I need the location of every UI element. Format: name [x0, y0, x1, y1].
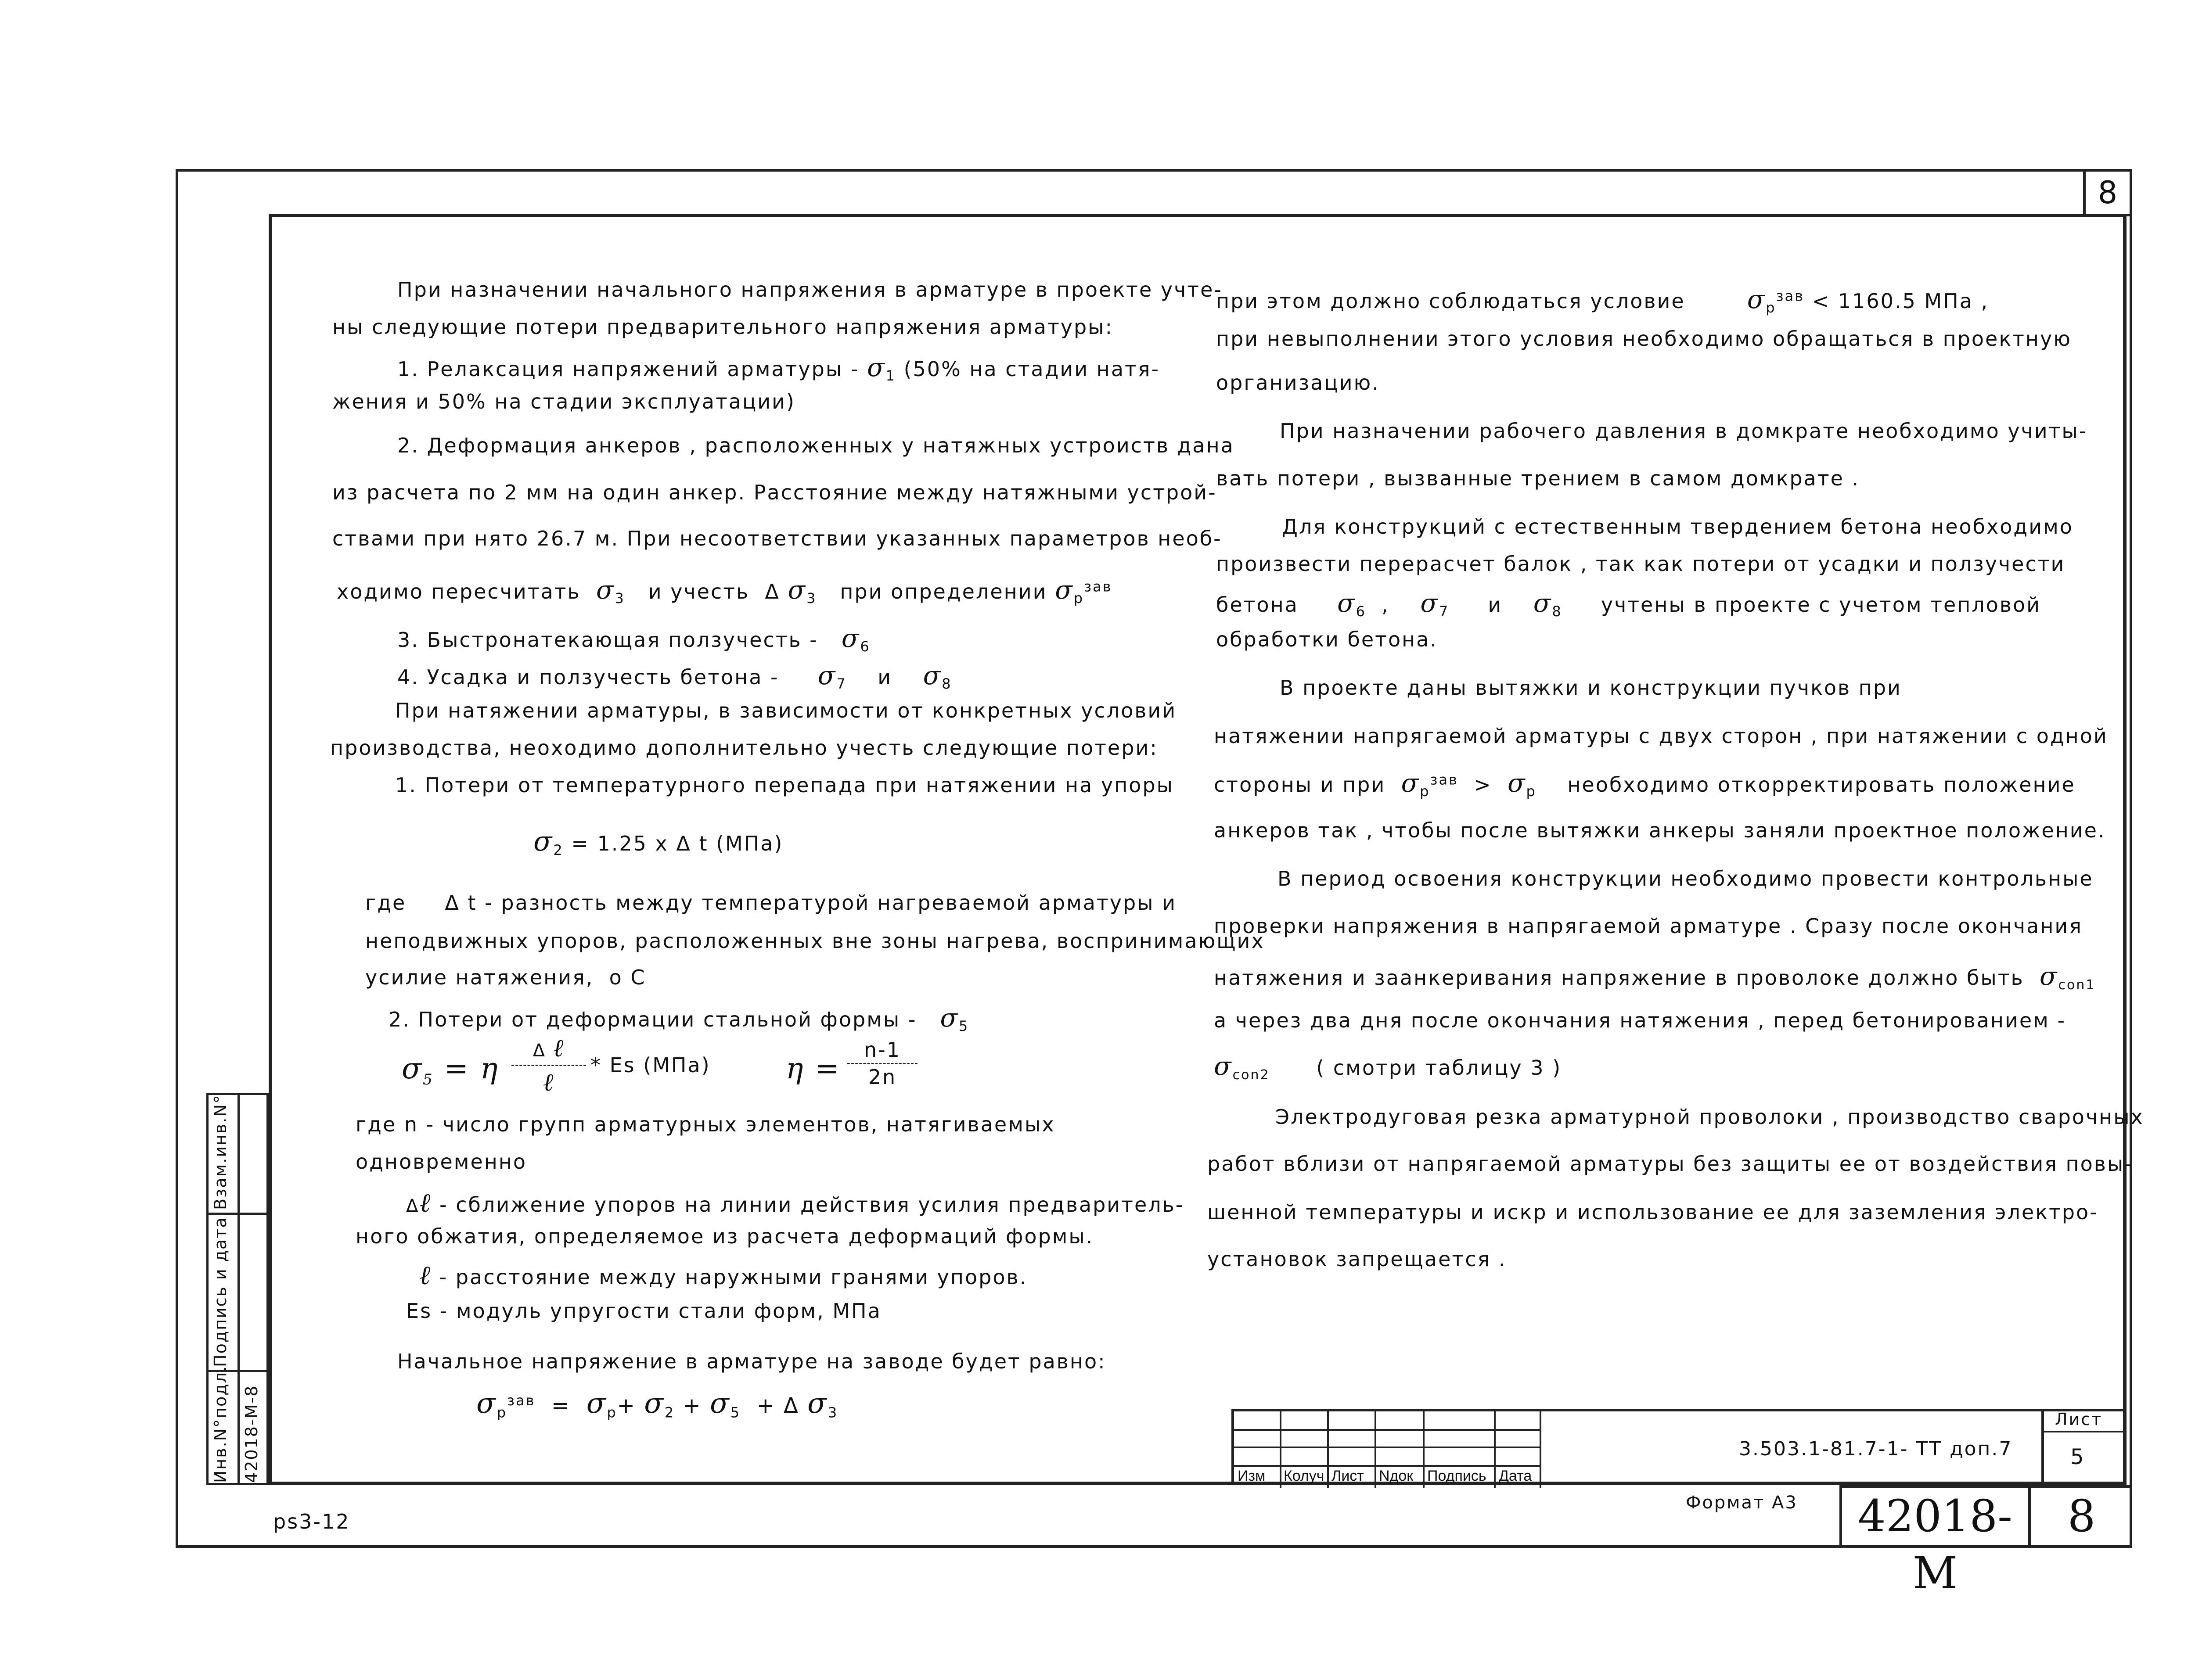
left-i2d: ходимо пересчитать $\sigma_3$ и учесть Δ $\sigma_3$ при определении $\sigma_р^{зав}$ [337, 575, 1112, 607]
format-label: Формат А3 [1686, 1493, 1798, 1513]
left-i4: 4. Усадка и ползучесть бетона - $\sigma_7$ и $\sigma_8$ [397, 661, 952, 693]
right-r11: натяжении напрягаемой арматуры с двух сторон , при натяжении с одной [1214, 724, 2108, 748]
left-i2b: из расчета по 2 мм на один анкер. Расстояние между натяжными устрой- [332, 481, 1217, 504]
side-inv-label: Инв.N°подл. [211, 1365, 230, 1483]
right-r10: В проекте даны вытяжки и конструкции пучков при [1280, 676, 1902, 700]
left-g4: ного обжатия, определяемое из расчета деформаций формы. [356, 1224, 1094, 1248]
left-j1: 1. Потери от температурного перепада при натяжении на упоры [395, 773, 1174, 797]
left-p1b: ны следующие потери предварительного напряжения арматуры: [332, 315, 1114, 339]
left-i2a: 2. Деформация анкеров , расположенных у натяжных устроиств дана [397, 434, 1234, 457]
right-r19: Электродуговая резка арматурной проволоки , производство сварочных [1275, 1105, 2144, 1129]
title-block: Изм Колуч Лист Nдок Подпись Дата 3.503.1-81.7-1- ТТ доп.7 [1231, 1409, 2127, 1485]
left-g1: где n - число групп арматурных элементов, натягиваемых [356, 1113, 1055, 1136]
left-i3: 3. Быстронатекающая ползучесть - $\sigma_6$ [397, 623, 871, 655]
right-r12: стороны и при $\sigma_р^{зав} > \sigma_р$ необходимо откорректировать положение [1214, 768, 2076, 800]
left-p3: Начальное напряжение в арматуре на заводе будет равно: [397, 1350, 1106, 1373]
left-p2a: При натяжении арматуры, в зависимости от конкретных условий [395, 699, 1177, 722]
left-i1a: 1. Релаксация напряжений арматуры - $\sigma_1$ (50% на стадии натя- [397, 352, 1160, 384]
right-r7: произвести перерасчет балок , так как потери от усадки и ползучести [1216, 552, 2065, 576]
left-j2: 2. Потери от деформации стальной формы - $\sigma_5$ [389, 1003, 969, 1035]
footer-left-code: ps3-12 [273, 1510, 350, 1533]
side-stamp [206, 1093, 269, 1485]
left-p1a: При назначении начального напряжения в арматуре в проекте учте- [397, 278, 1223, 302]
left-w1d: усилие натяжения, о C [365, 966, 646, 989]
left-g3: Δℓ - сближение упоров на линии действия усилия предваритель- [406, 1188, 1184, 1218]
right-r1: при этом должно соблюдаться условие $\sigma_р^{зав} < 1160.5$ МПа , [1216, 284, 1989, 316]
left-g5: ℓ - расстояние между наружными гранями упоров. [419, 1260, 1028, 1291]
right-r13: анкеров так , чтобы после вытяжки анкеры заняли проектное положение. [1214, 818, 2106, 842]
formula-sigma2: $\sigma_2 = 1.25$ x Δ t (МПа) [533, 825, 784, 859]
left-w1c: неподвижных упоров, расположенных вне зоны нагрева, воспринимающих [365, 929, 1265, 953]
right-r5: вать потери , вызванные трением в самом домкрате . [1216, 467, 1860, 490]
archive-number: 42018-М [1839, 1485, 2028, 1548]
formula-eta: η = [786, 1052, 841, 1085]
right-r18: $\sigma_{con2}$ ( смотри таблицу 3 ) [1214, 1051, 1562, 1083]
side-vzam-label: Взам.инв.N° [211, 1094, 230, 1210]
right-r8: бетона $\sigma_6$ , $\sigma_7$ и $\sigma_8$ учтены в проекте с учетом тепловой [1216, 588, 2041, 620]
left-p2b: производства, неоходимо дополнительно учесть следующие потери: [330, 736, 1158, 760]
left-g2: одновременно [356, 1150, 527, 1174]
sheet-list-box [2041, 1409, 2127, 1485]
formula-sigma-zav: $\sigma_р^{зав} = \sigma_р+ \sigma_2 + \sigma_5 + \Delta$ $\sigma_3$ [476, 1387, 838, 1421]
formula-eta-fraction: n-1 2n [847, 1038, 918, 1089]
right-r6: Для конструкций с естественным твердением бетона необходимо [1282, 515, 2073, 538]
right-r4: При назначении рабочего давления в домкрате необходимо учиты- [1280, 419, 2088, 443]
right-r3: организацию. [1216, 371, 1380, 395]
right-r21: шенной температуры и искр и использование ее для заземления электро- [1207, 1200, 2098, 1224]
left-w1: где Δ t - разность между температурой нагреваемой арматуры и [365, 891, 1177, 915]
right-r20: работ вблизи от напрягаемой арматуры без защиты ее от воздействия повы- [1207, 1152, 2133, 1176]
right-r9: обработки бетона. [1216, 628, 1438, 651]
side-sign-label: Подпись и дата [211, 1217, 230, 1367]
side-inv-value: 42018-М-8 [242, 1385, 261, 1483]
formula-sigma5-rhs: * Es (МПа) [590, 1053, 711, 1077]
right-r15: проверки напряжения в напрягаемой арматуре . Сразу после окончания [1214, 914, 2083, 938]
right-r2: при невыполнении этого условия необходимо обращаться в проектную [1216, 327, 2072, 351]
left-i1b: жения и 50% на стадии эксплуатации) [332, 390, 796, 413]
sheet-list-label: Лист [2055, 1410, 2103, 1429]
left-i2c: ствами при нято 26.7 м. При несоответствии указанных параметров необ- [332, 527, 1222, 550]
right-r17: а через два дня после окончания натяжения , перед бетонированием - [1214, 1009, 2066, 1032]
right-r14: В период освоения конструкции необходимо провести контрольные [1277, 867, 2094, 890]
doc-code: 3.503.1-81.7-1- ТТ доп.7 [1739, 1438, 2013, 1460]
right-r22: установок запрещается . [1207, 1247, 1507, 1271]
left-g6: Es - модуль упругости стали форм, МПа [406, 1299, 882, 1323]
top-page-number: 8 [2083, 169, 2132, 216]
sheet-list-value: 5 [2070, 1445, 2085, 1469]
right-r16: натяжения и заанкеривания напряжение в проволоке должно быть $\sigma_{con1}$ [1214, 961, 2096, 993]
formula-sigma5-lhs: $\sigma_5 = \eta$ [402, 1052, 499, 1089]
formula-dl-over-l: Δ ℓ ℓ [511, 1034, 586, 1097]
archive-page: 8 [2028, 1485, 2132, 1548]
